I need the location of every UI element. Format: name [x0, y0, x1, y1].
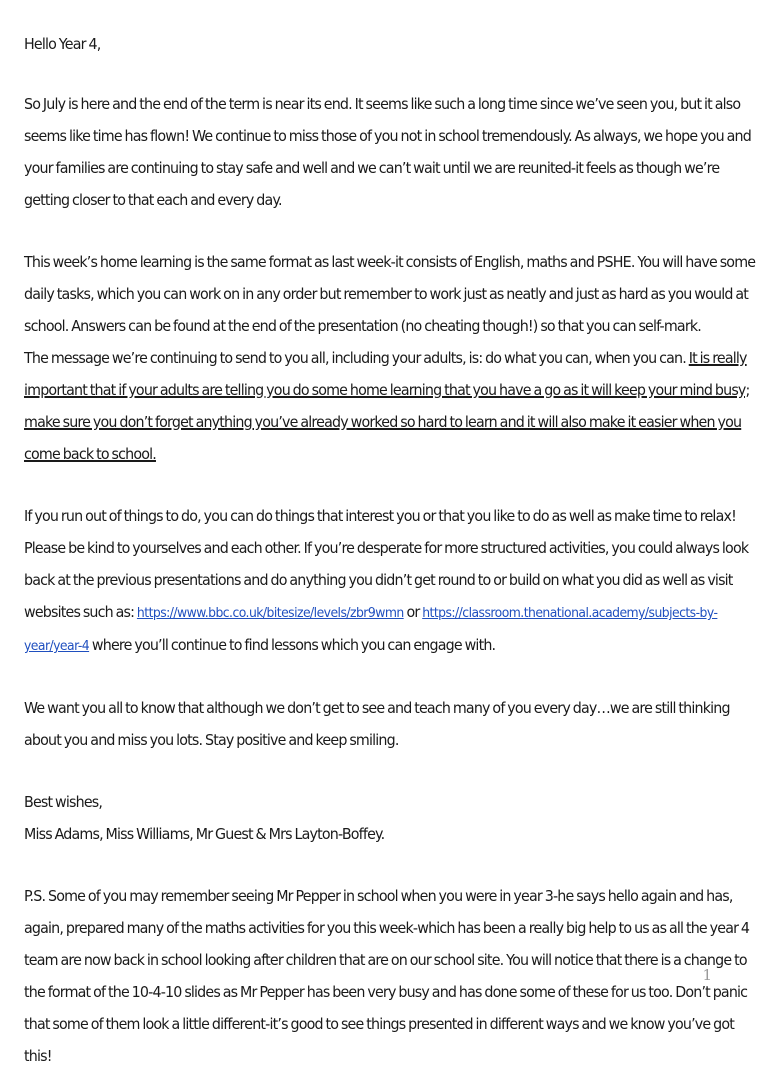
paragraph-home-learning: [24, 246, 756, 470]
signatories: Miss Adams, Miss Williams, Mr Guest & Mrs Layton-Boffey.: [24, 825, 385, 843]
message-plain: The message we’re continuing to send to you all, including your adults, is: do what you can, when you can.: [24, 349, 689, 367]
paragraph-july: So July is here and the end of the term is near its end. It seems like such a long time since we’ve seen you, but it also seems like time has flown! We continue to miss those of you not in school tremendously. As always, we hope you and your families are continuing to stay safe and well and we can’t wait until we are reunited-it feels as though we’re getting closer to that each and every day.: [24, 95, 751, 209]
message-text: [24, 342, 756, 470]
home-learning-text: This week’s home learning is the same format as last week-it consists of English, maths and PSHE. You will have some daily tasks, which you can work on in any order but remember to work just as neatly and just as hard as you would at school. Answers can be found at the end of the presentation (no cheating though!) so that you can self-mark.: [24, 253, 756, 335]
oak-academy-link[interactable]: https://classroom.thenational.academy/subjects-by-year/year-4: [24, 605, 718, 654]
lessons-text: where you’ll continue to find lessons which you can engage with.: [89, 636, 496, 654]
page-number: 1: [702, 966, 712, 984]
message-underlined: It is really important that if your adults are telling you do some home learning that you have a go as it will keep your mind busy; make sure you don’t forget anything you’ve already worked so hard to learn and it will also make it easier when you come back to school.: [24, 349, 750, 463]
bbc-bitesize-link[interactable]: https://www.bbc.co.uk/bitesize/levels/zbr9wmn: [136, 605, 404, 621]
greeting: Hello Year 4,: [24, 35, 101, 53]
things-to-do-text: If you run out of things to do, you can do things that interest you or that you like to do as well as make time to relax! Please be kind to yourselves and each other. If you’re desperate for more structured activities, you could always look back at the previous presentations and do anything you didn’t get round to or build on what you did as well as visit websites such as:: [24, 507, 749, 621]
postscript: P.S. Some of you may remember seeing Mr Pepper in school when you were in year 3-he says hello again and has, again, prepared many of the maths activities for you this week-which has been a really big help to us as all the year 4 team are now back in school looking after children that are on our school site. You will notice that there is a change to the format of the 10-4-10 slides as Mr Pepper has been very busy and has done some of these for us too. Don’t panic that some of them look a little different-it’s good to see things presented in different ways and we know you’ve got this!: [24, 887, 750, 1065]
signoff: Best wishes,: [24, 793, 103, 811]
letter-body: [24, 28, 756, 1072]
or-text: or: [403, 603, 423, 621]
paragraph-things-to-do: [24, 500, 756, 662]
paragraph-miss-you: We want you all to know that although we don’t get to see and teach many of you every day…we are still thinking about you and miss you lots. Stay positive and keep smiling.: [24, 699, 730, 749]
